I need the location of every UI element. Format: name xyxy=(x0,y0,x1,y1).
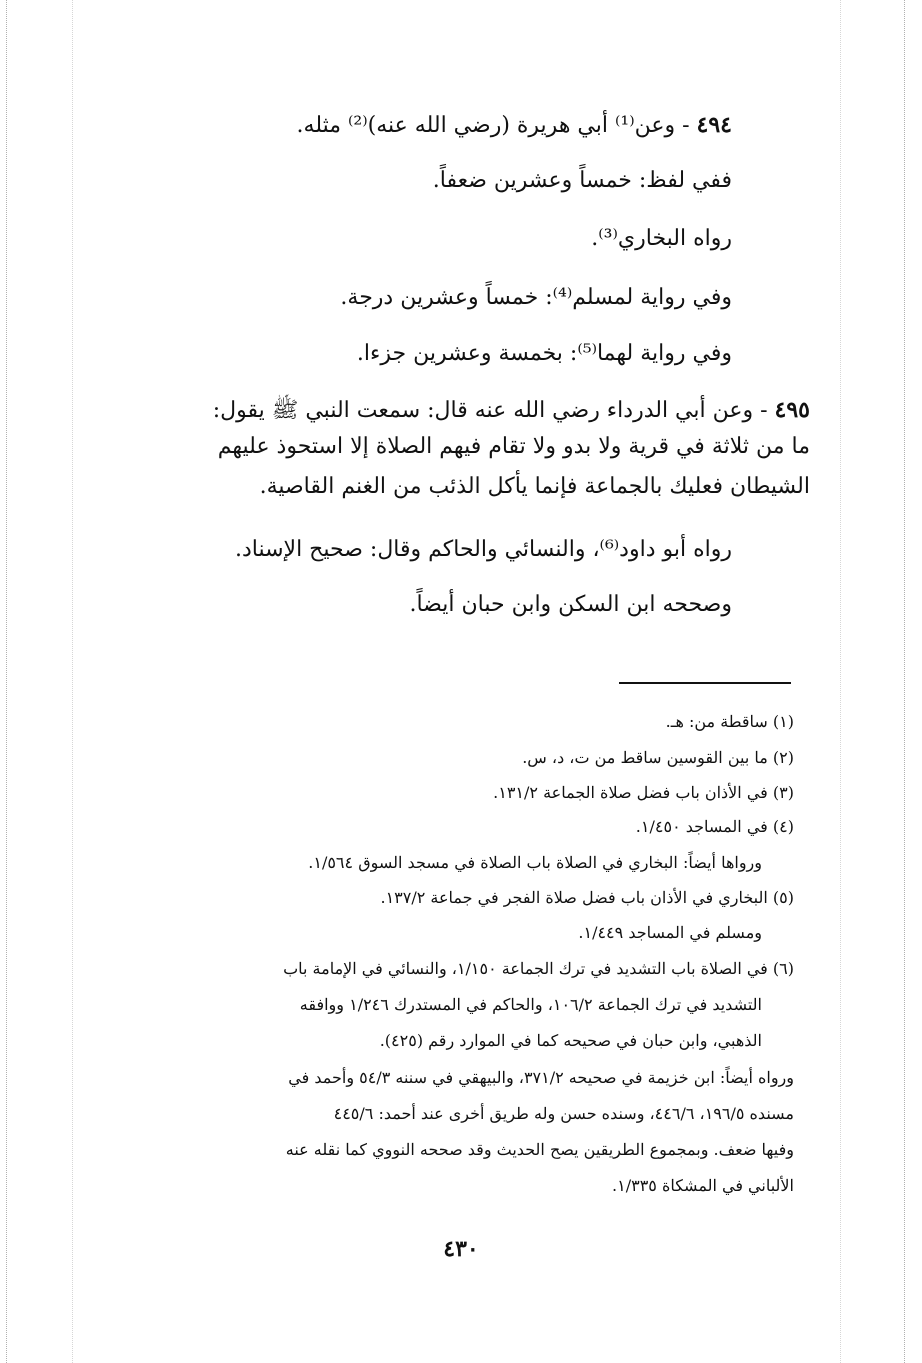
page-number: ٤٣٠ xyxy=(443,1236,479,1262)
footnote-5-continued: ومسلم في المساجد ١/٤٤٩. xyxy=(578,923,762,942)
hadith-number: ٤٩٤ xyxy=(696,112,732,138)
scan-edge-left-inner xyxy=(72,0,73,1363)
footnote-2: (٢) ما بين القوسين ساقط من ت، د، س. xyxy=(522,748,794,767)
hadith-number: ٤٩٥ xyxy=(774,397,810,423)
footnote-5: (٥) البخاري في الأذان باب فضل صلاة الفجر في جماعة ١٣٧/٢. xyxy=(380,888,794,907)
footnote-6-line2: التشديد في ترك الجماعة ١٠٦/٢، والحاكم في المستدرك ١/٢٤٦ ووافقه xyxy=(299,995,762,1014)
scan-edge-right xyxy=(904,0,905,1363)
footnote-6-line1: (٦) في الصلاة باب التشديد في ترك الجماعة ١/١٥٠، والنسائي في الإمامة باب xyxy=(283,959,794,978)
footnote-6-line6: وفيها ضعف. وبمجموع الطريقين يصح الحديث وقد صححه النووي كما نقله عنه xyxy=(285,1140,794,1159)
hadith-text: - وعن أبي الدرداء رضي الله عنه قال: سمعت النبي ﷺ يقول: xyxy=(212,398,768,423)
sahhahu-line: وصححه ابن السكن وابن حبان أيضاً. xyxy=(409,592,732,617)
abudawud-line: رواه أبو داود⁽⁶⁾، والنسائي والحاكم وقال: صحيح الإسناد. xyxy=(234,537,732,562)
footnote-separator xyxy=(619,682,791,684)
scan-edge-left xyxy=(6,0,7,1363)
bukhari-line: رواه البخاري⁽³⁾. xyxy=(591,226,732,251)
lahuma-line: وفي رواية لهما⁽⁵⁾: بخمسة وعشرين جزءا. xyxy=(356,341,732,366)
footnote-1: (١) ساقطة من: هـ. xyxy=(665,712,794,731)
footnote-4-continued: ورواها أيضاً: البخاري في الصلاة باب الصلاة في مسجد السوق ١/٥٦٤. xyxy=(308,853,762,872)
footnote-6-line5: مسنده ١٩٦/٥، ٤٤٦/٦، وسنده حسن وله طريق أخرى عند أحمد: ٤٤٥/٦ xyxy=(333,1104,794,1123)
footnote-6-line7: الألباني في المشكاة ١/٣٣٥. xyxy=(612,1176,794,1195)
footnote-3: (٣) في الأذان باب فضل صلاة الجماعة ١٣١/٢. xyxy=(493,783,794,802)
scan-edge-right-inner xyxy=(840,0,841,1363)
hadith-495-line3: الشيطان فعليك بالجماعة فإنما يأكل الذئب من الغنم القاصية. xyxy=(259,474,810,499)
footnote-4: (٤) في المساجد ١/٤٥٠. xyxy=(635,817,794,836)
lafz-line: ففي لفظ: خمساً وعشرين ضعفاً. xyxy=(432,168,732,193)
hadith-495-line2: ما من ثلاثة في قرية ولا بدو ولا تقام فيهم الصلاة إلا استحوذ عليهم xyxy=(217,434,810,459)
footnote-6-line3: الذهبي، وابن حبان في صحيحه كما في الموارد رقم (٤٢٥). xyxy=(379,1031,762,1050)
hadith-495-line1 xyxy=(213,396,810,428)
hadith-494-line1 xyxy=(297,112,732,138)
hadith-text: - وعن⁽¹⁾ أبي هريرة (رضي الله عنه)⁽²⁾ مثله. xyxy=(296,113,690,138)
muslim-line: وفي رواية لمسلم⁽⁴⁾: خمساً وعشرين درجة. xyxy=(340,285,732,310)
footnote-6-line4: ورواه أيضاً: ابن خزيمة في صحيحه ٣٧١/٢، والبيهقي في سننه ٥٤/٣ وأحمد في xyxy=(288,1068,794,1087)
